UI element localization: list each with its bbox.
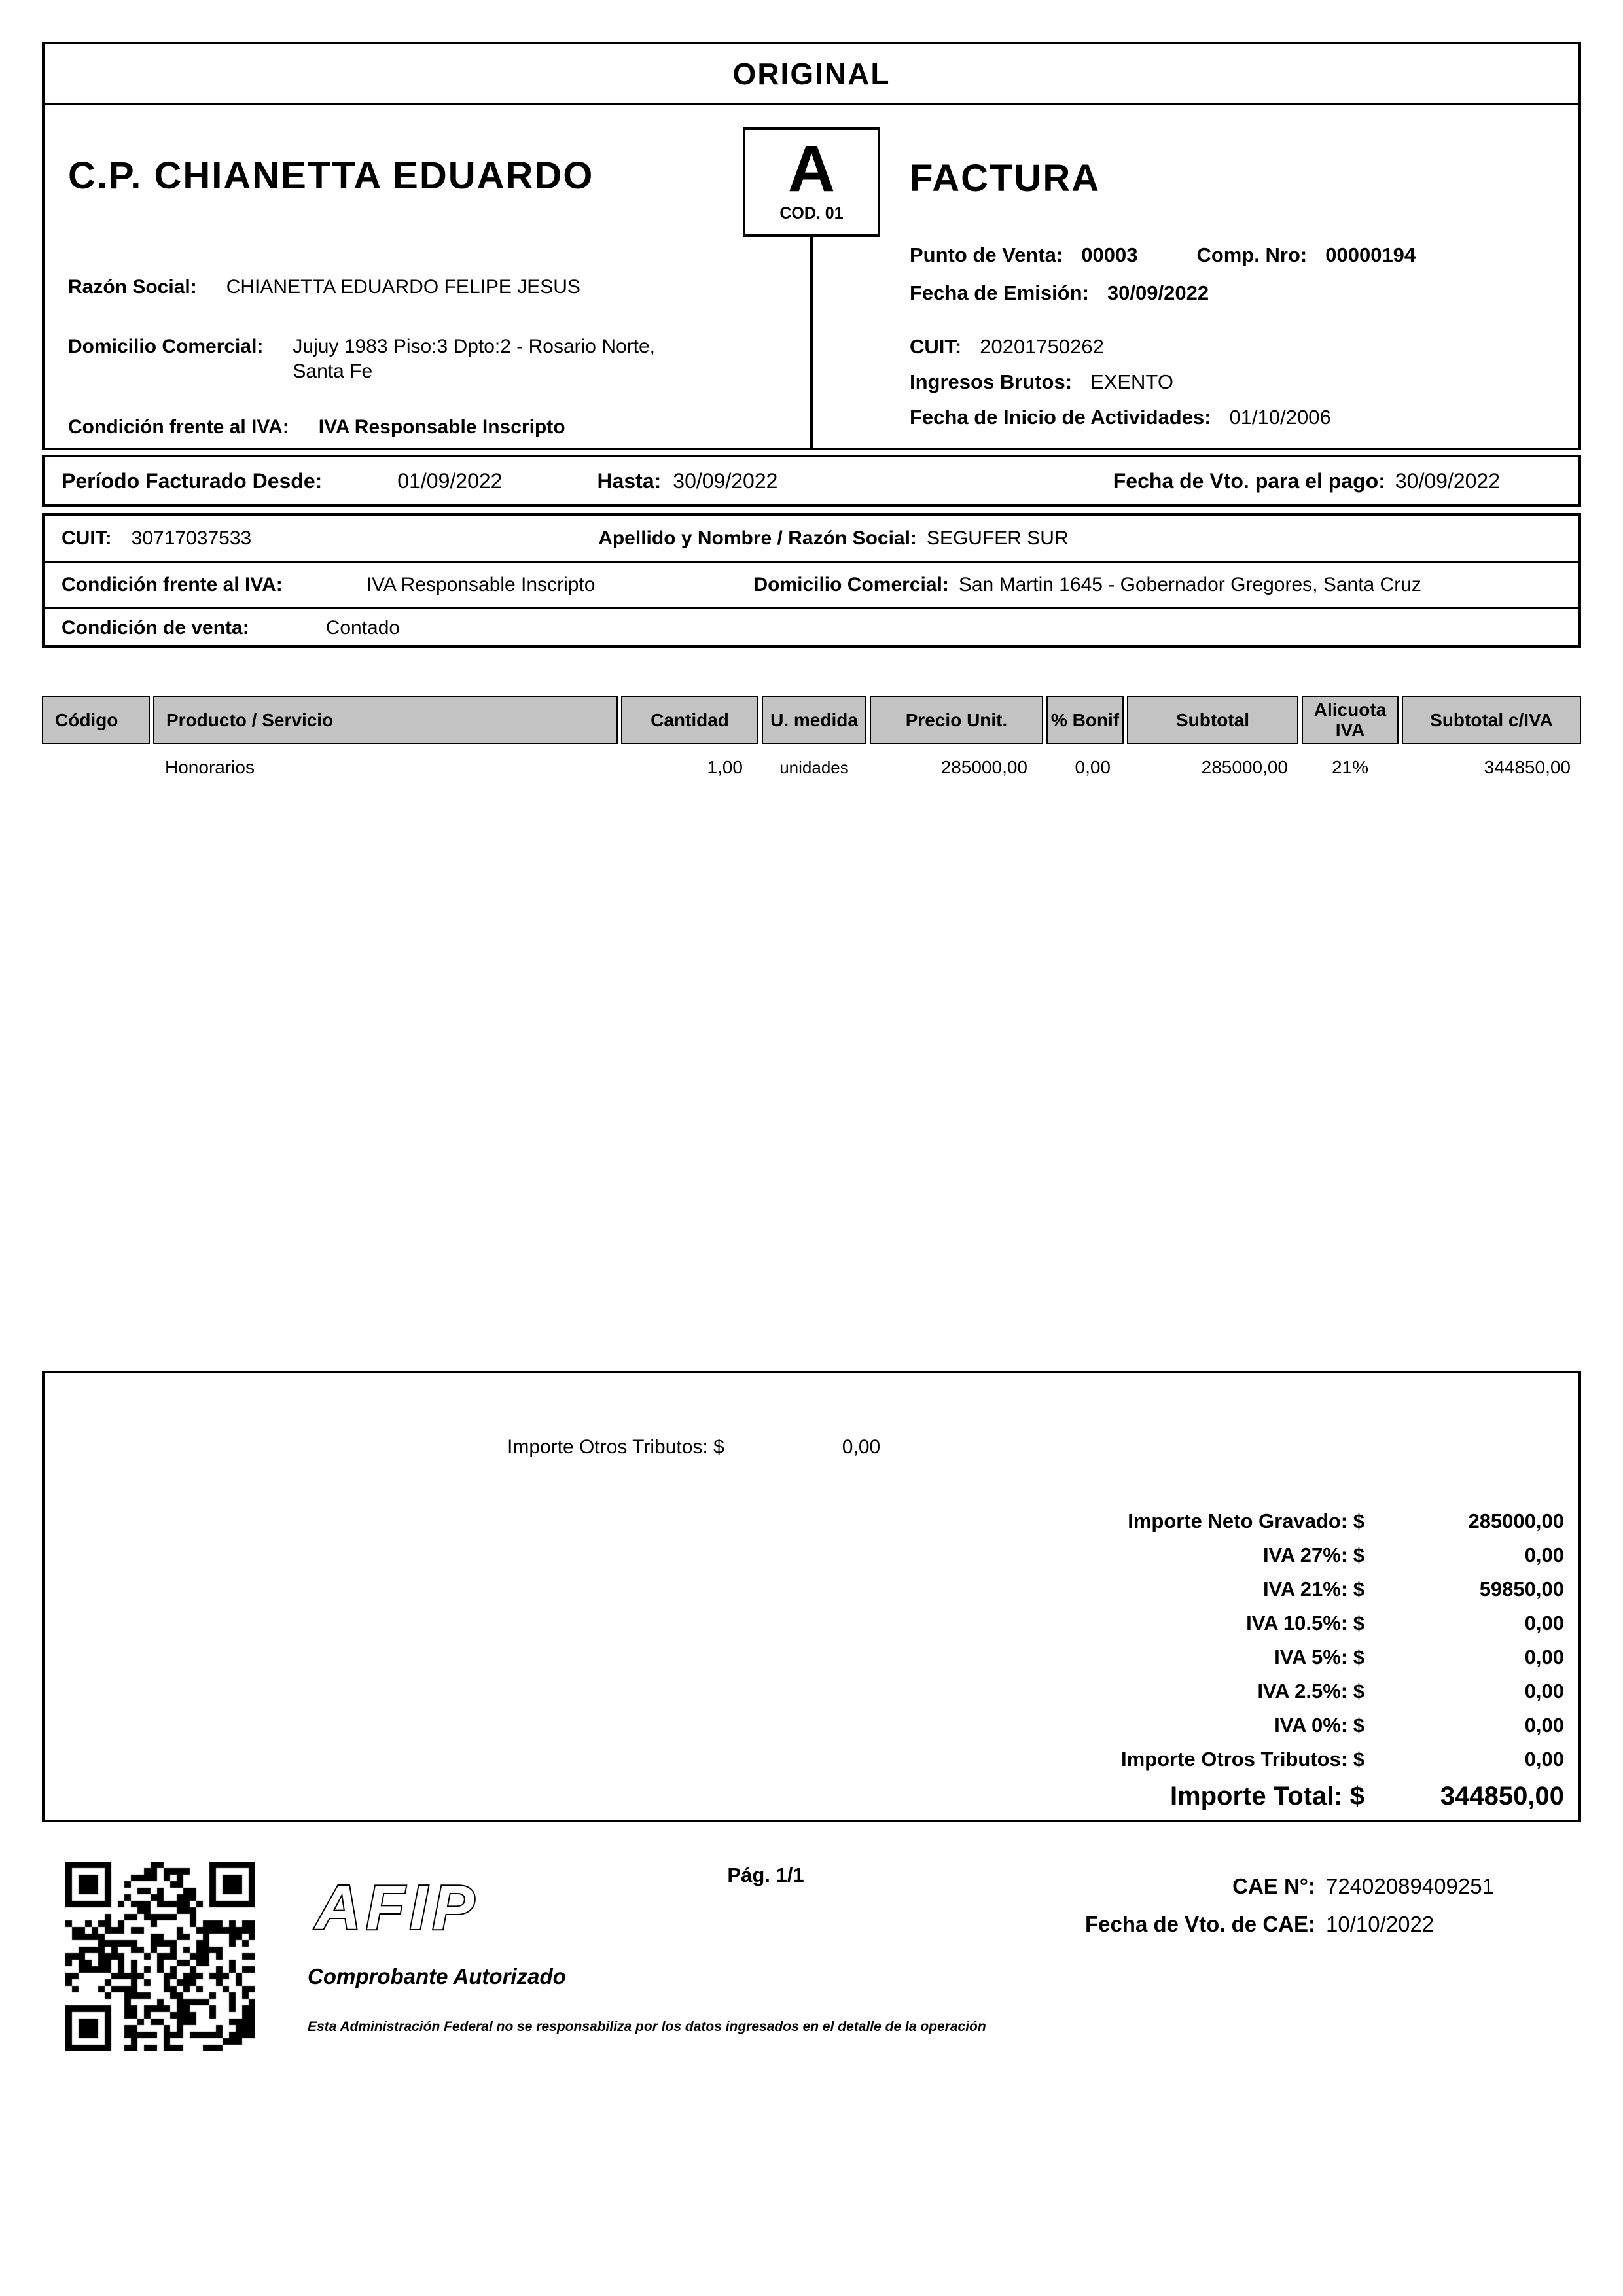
fecha-emision-row [910,280,1565,306]
total-row-importe-total: Importe Total: $ 344850,00 [1169,1781,1564,1810]
afip-logo [308,1873,556,1945]
comprobante-autorizado-label: Comprobante Autorizado [308,1964,566,1988]
cae-label: CAE N°: [1232,1874,1315,1898]
customer-name-value: SEGUFER SUR [926,527,1069,549]
customer-box [42,513,1581,648]
customer-iva-value: IVA Responsable Inscripto [366,574,596,595]
items-table-header [42,696,1581,744]
invoice-info-panel [812,105,1578,448]
comp-nro-value: 00000194 [1325,243,1416,266]
issuer-domicilio-row [68,334,798,384]
col-header-bonif: % Bonif [1046,696,1124,744]
cae-value: 72402089409251 [1326,1874,1494,1898]
col-header-codigo: Código [42,696,150,744]
customer-iva-row [45,563,1578,609]
cell-cantidad: 1,00 [707,757,743,777]
afip-logo-text: AFIP [315,1873,480,1943]
periodo-hasta-value: 30/09/2022 [673,468,778,493]
domicilio-label: Domicilio Comercial: [68,336,264,357]
iva-condition-label: Condición frente al IVA: [68,416,289,438]
punto-venta-label: Punto de Venta: [910,243,1063,266]
issuer-cuit-label: CUIT: [910,335,962,358]
col-header-alicuota-iva: Alicuota IVA [1302,696,1399,744]
total-row-neto-gravado: Importe Neto Gravado: $ 285000,00 [1128,1510,1564,1532]
issuer-cuit-row [910,334,1565,360]
item-row [42,754,1581,781]
punto-venta-value: 00003 [1081,243,1138,266]
periodo-desde-label: Período Facturado Desde: [62,468,323,493]
invoice-letter-code: COD. 01 [779,204,844,222]
col-header-subtotal-iva: Subtotal c/IVA [1402,696,1581,744]
invoice-letter: A [787,132,836,205]
inicio-actividades-row [910,404,1565,431]
total-row-iva-27: IVA 27%: $ 0,00 [1262,1544,1564,1566]
total-row-iva-21: IVA 21%: $ 59850,00 [1262,1578,1564,1600]
otros-tributos-line-value: 0,00 [842,1436,881,1458]
ingresos-brutos-label: Ingresos Brutos: [910,370,1073,393]
invoice-title: FACTURA [910,157,1101,200]
col-header-producto: Producto / Servicio [153,696,618,744]
fecha-emision-value: 30/09/2022 [1107,281,1209,304]
col-header-precio-unit: Precio Unit. [870,696,1043,744]
vto-pago-value: 30/09/2022 [1395,468,1500,493]
customer-cuit-row [45,516,1578,563]
cell-precio-unit: 285000,00 [940,757,1027,777]
periodo-desde-value: 01/09/2022 [397,468,503,493]
invoice-header [42,105,1581,450]
issuer-name: C.P. CHIANETTA EDUARDO [68,154,594,197]
razon-social-value: CHIANETTA EDUARDO FELIPE JESUS [226,276,580,298]
otros-tributos-line [507,1436,880,1458]
ingresos-brutos-row [910,369,1565,395]
cell-codigo [42,754,150,781]
cell-bonif: 0,00 [1075,757,1111,777]
customer-domicilio-value: San Martin 1645 - Gobernador Gregores, Santa Cruz [958,574,1421,595]
cell-producto: Honorarios [165,757,255,777]
customer-cuit-label: CUIT: [62,527,112,549]
col-header-subtotal: Subtotal [1127,696,1298,744]
totals-rows [45,1504,1564,1816]
cae-block [1073,1873,1494,1938]
issuer-iva-row [68,415,798,440]
fecha-emision-label: Fecha de Emisión: [910,281,1089,304]
razon-social-label: Razón Social: [68,276,197,298]
otros-tributos-line-label: Importe Otros Tributos: $ [507,1436,724,1458]
cell-subtotal: 285000,00 [1201,757,1288,777]
inicio-actividades-value: 01/10/2006 [1229,406,1331,429]
customer-name-label: Apellido y Nombre / Razón Social: [598,527,917,549]
cell-alicuota-iva: 21% [1331,757,1369,777]
total-row-iva-2-5: IVA 2.5%: $ 0,00 [1257,1680,1564,1703]
cae-vto-label: Fecha de Vto. de CAE: [1084,1912,1315,1936]
issuer-panel [45,105,812,448]
billing-period-bar [42,455,1581,507]
comp-nro-label: Comp. Nro: [1196,243,1308,266]
total-row-iva-5: IVA 5%: $ 0,00 [1274,1646,1564,1669]
cae-vto-value: 10/10/2022 [1326,1912,1435,1936]
inicio-actividades-label: Fecha de Inicio de Actividades: [910,406,1211,429]
sale-condition-value: Contado [325,617,401,639]
copy-type-banner [42,42,1581,105]
customer-cuit-value: 30717037533 [131,527,252,549]
vto-pago-label: Fecha de Vto. para el pago: [1113,468,1385,493]
customer-domicilio-label: Domicilio Comercial: [753,574,949,595]
iva-condition-value: IVA Responsable Inscripto [318,416,565,438]
cell-subtotal-iva: 344850,00 [1484,757,1571,777]
customer-iva-label: Condición frente al IVA: [62,574,283,595]
page-number: Pág. 1/1 [727,1863,804,1886]
punto-venta-row [910,242,1565,268]
cell-umedida: unidades [779,757,849,777]
sale-condition-row [45,609,1578,648]
total-row-iva-0: IVA 0%: $ 0,00 [1274,1714,1564,1737]
qr-code [65,1862,255,2051]
periodo-hasta-label: Hasta: [597,468,662,493]
col-header-umedida: U. medida [762,696,866,744]
issuer-cuit-value: 20201750262 [980,335,1104,358]
col-header-cantidad: Cantidad [621,696,758,744]
ingresos-brutos-value: EXENTO [1090,370,1173,393]
total-row-iva-10-5: IVA 10.5%: $ 0,00 [1246,1612,1564,1634]
invoice-letter-box [743,127,880,237]
sale-condition-label: Condición de venta: [62,617,249,639]
issuer-razon-social-row [68,275,798,300]
total-row-otros-tributos: Importe Otros Tributos: $ 0,00 [1120,1748,1564,1771]
totals-box [42,1371,1581,1822]
afip-disclaimer: Esta Administración Federal no se responsabiliza por los datos ingresados en el detalle de la operación [308,2019,986,2034]
copy-type-label: ORIGINAL [732,56,891,91]
domicilio-value: Jujuy 1983 Piso:3 Dpto:2 - Rosario Norte, Santa Fe [293,336,656,382]
